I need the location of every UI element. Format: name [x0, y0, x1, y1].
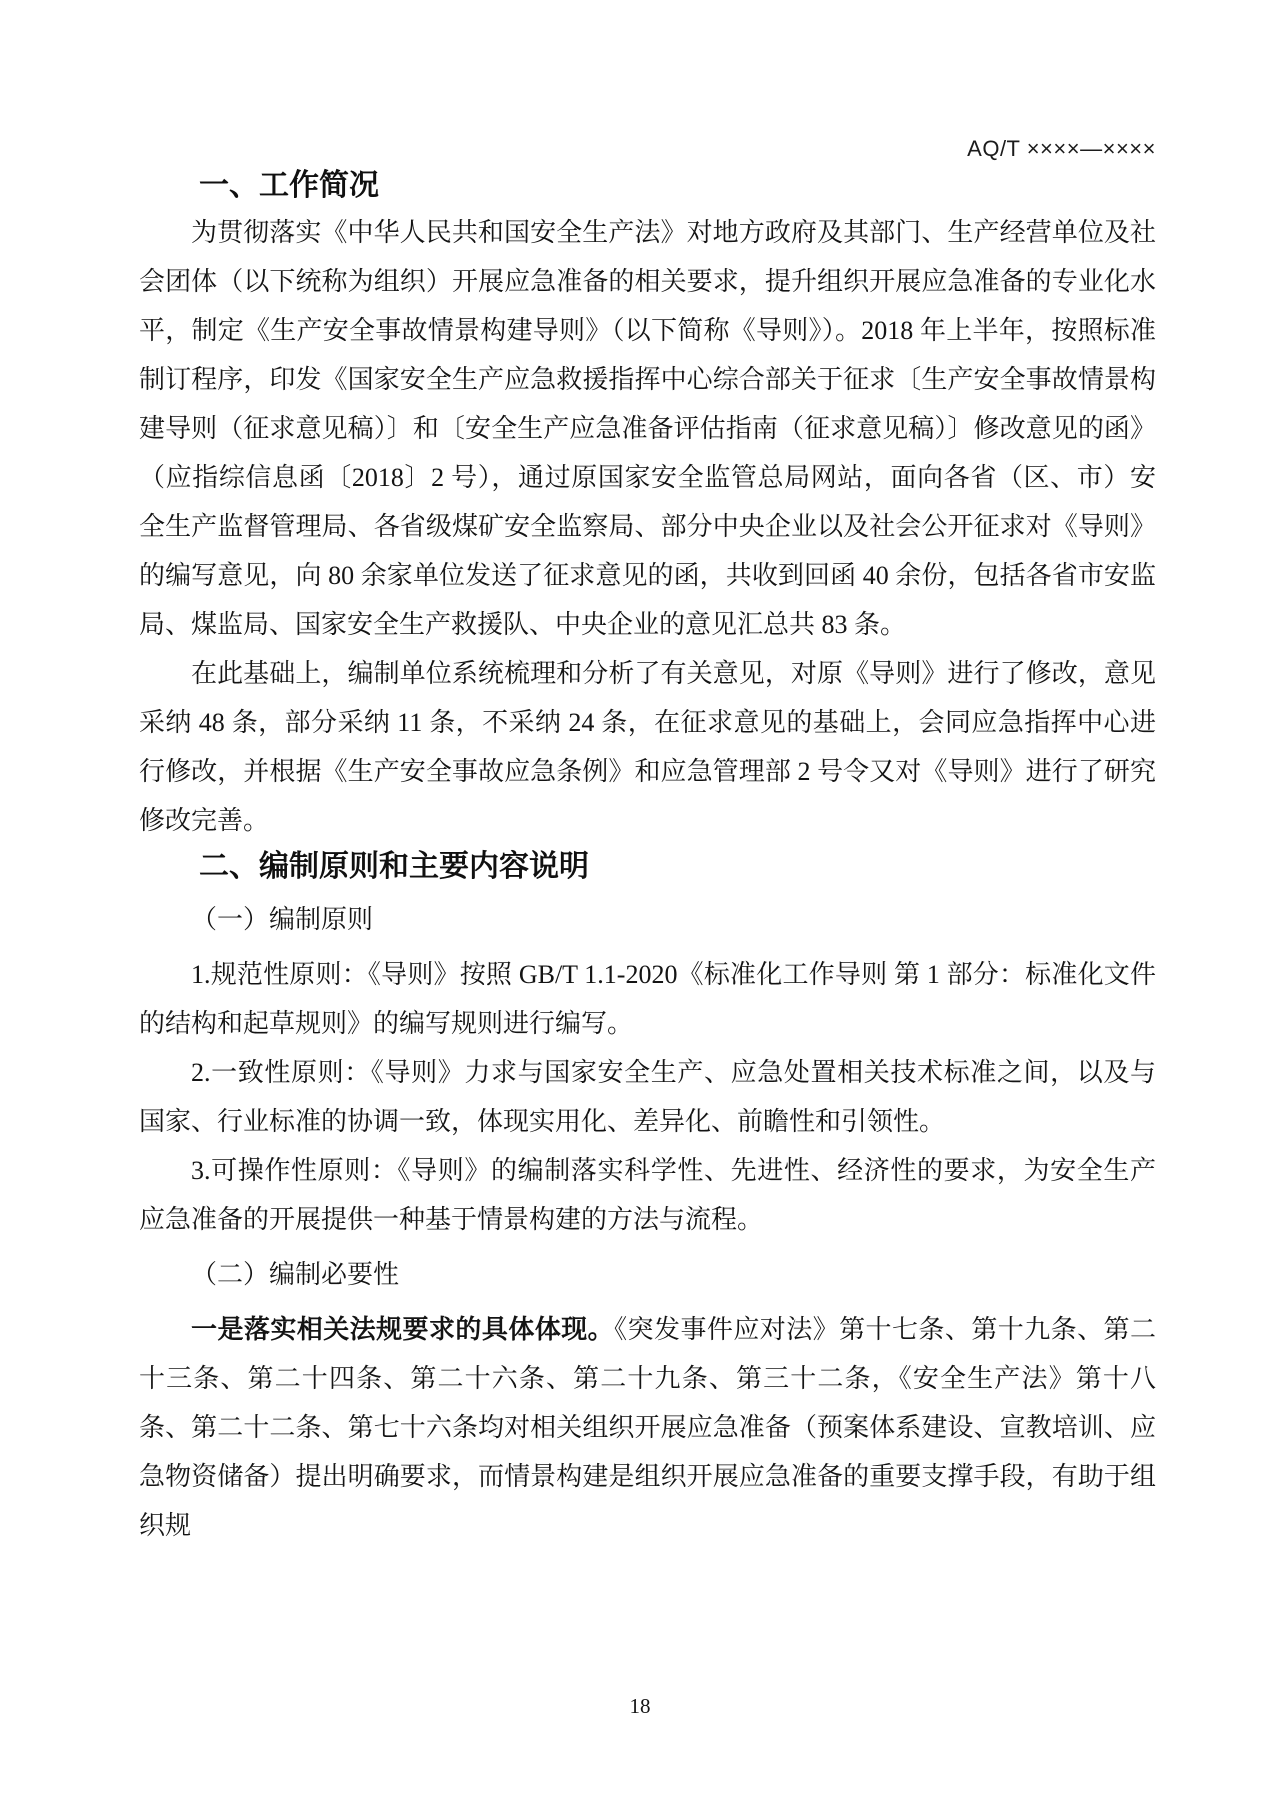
heading-work-overview: 一、工作简况 — [199, 169, 379, 202]
paragraph-work-background: 为贯彻落实《中华人民共和国安全生产法》对地方政府及其部门、生产经营单位及社会团体（以下统称为组织）开展应急准备的相关要求，提升组织开展应急准备的专业化水平，制定《生产安全事故情景构建导则》（以下简称《导则》）。2018 年上半年，按照标准制订程序，印发《国家安全生产应急救援指挥中心综合部关于征求〔生产安全事故情景构建导则（征求意见稿）〕和〔安全生产应急准备评估指南（征求意见稿）〕修改意见的函》（应指综信息函〔2018〕2 号），通过原国家安全监管总局网站，面向各省（区、市）安全生产监督管理局、各省级煤矿安全监察局、部分中央企业以及社会公开征求对《导则》的编写意见，向 80 余家单位发送了征求意见的函，共收到回函 40 余份，包括各省市安监局、煤监局、国家安全生产救援队、中央企业的意见汇总共 83 条。 — [139, 218, 1156, 639]
paragraph-principle-normative: 1.规范性原则：《导则》按照 GB/T 1.1-2020《标准化工作导则 第 1 部分：标准化文件的结构和起草规则》的编写规则进行编写。 — [139, 960, 1156, 1038]
paragraph-revision-summary: 在此基础上，编制单位系统梳理和分析了有关意见，对原《导则》进行了修改，意见采纳 48 条，部分采纳 11 条，不采纳 24 条，在征求意见的基础上，会同应急指挥中心进行修改，并根据《生产安全事故应急条例》和应急管理部 2 号令又对《导则》进行了研究修改完善。 — [139, 659, 1156, 835]
subheading-compilation-principles: （一）编制原则 — [191, 905, 374, 934]
paragraph-principle-consistency: 2.一致性原则：《导则》力求与国家安全生产、应急处置相关技术标准之间，以及与国家、行业标准的协调一致，体现实用化、差异化、前瞻性和引领性。 — [139, 1058, 1156, 1136]
necessity-lead-emphasis: 一是落实相关法规要求的具体体现。 — [191, 1315, 615, 1344]
heading-principles-and-content: 二、编制原则和主要内容说明 — [199, 850, 589, 883]
subheading-compilation-necessity: （二）编制必要性 — [191, 1260, 400, 1289]
paragraph-necessity — [139, 1305, 1156, 1550]
necessity-body-text: 《突发事件应对法》第十七条、第十九条、第二十三条、第二十四条、第二十六条、第二十九条、第三十二条，《安全生产法》第十八条、第二十二条、第七十六条均对相关组织开展应急准备（预案体系建设、宣教培训、应急物资储备）提出明确要求，而情景构建是组织开展应急准备的重要支撑手段，有助于组织规 — [139, 1315, 1156, 1540]
page-number: 18 — [629, 1694, 651, 1718]
standard-code-header: AQ/T ××××—×××× — [967, 136, 1156, 161]
paragraph-principle-operability: 3.可操作性原则：《导则》的编制落实科学性、先进性、经济性的要求，为安全生产应急准备的开展提供一种基于情景构建的方法与流程。 — [139, 1156, 1156, 1234]
